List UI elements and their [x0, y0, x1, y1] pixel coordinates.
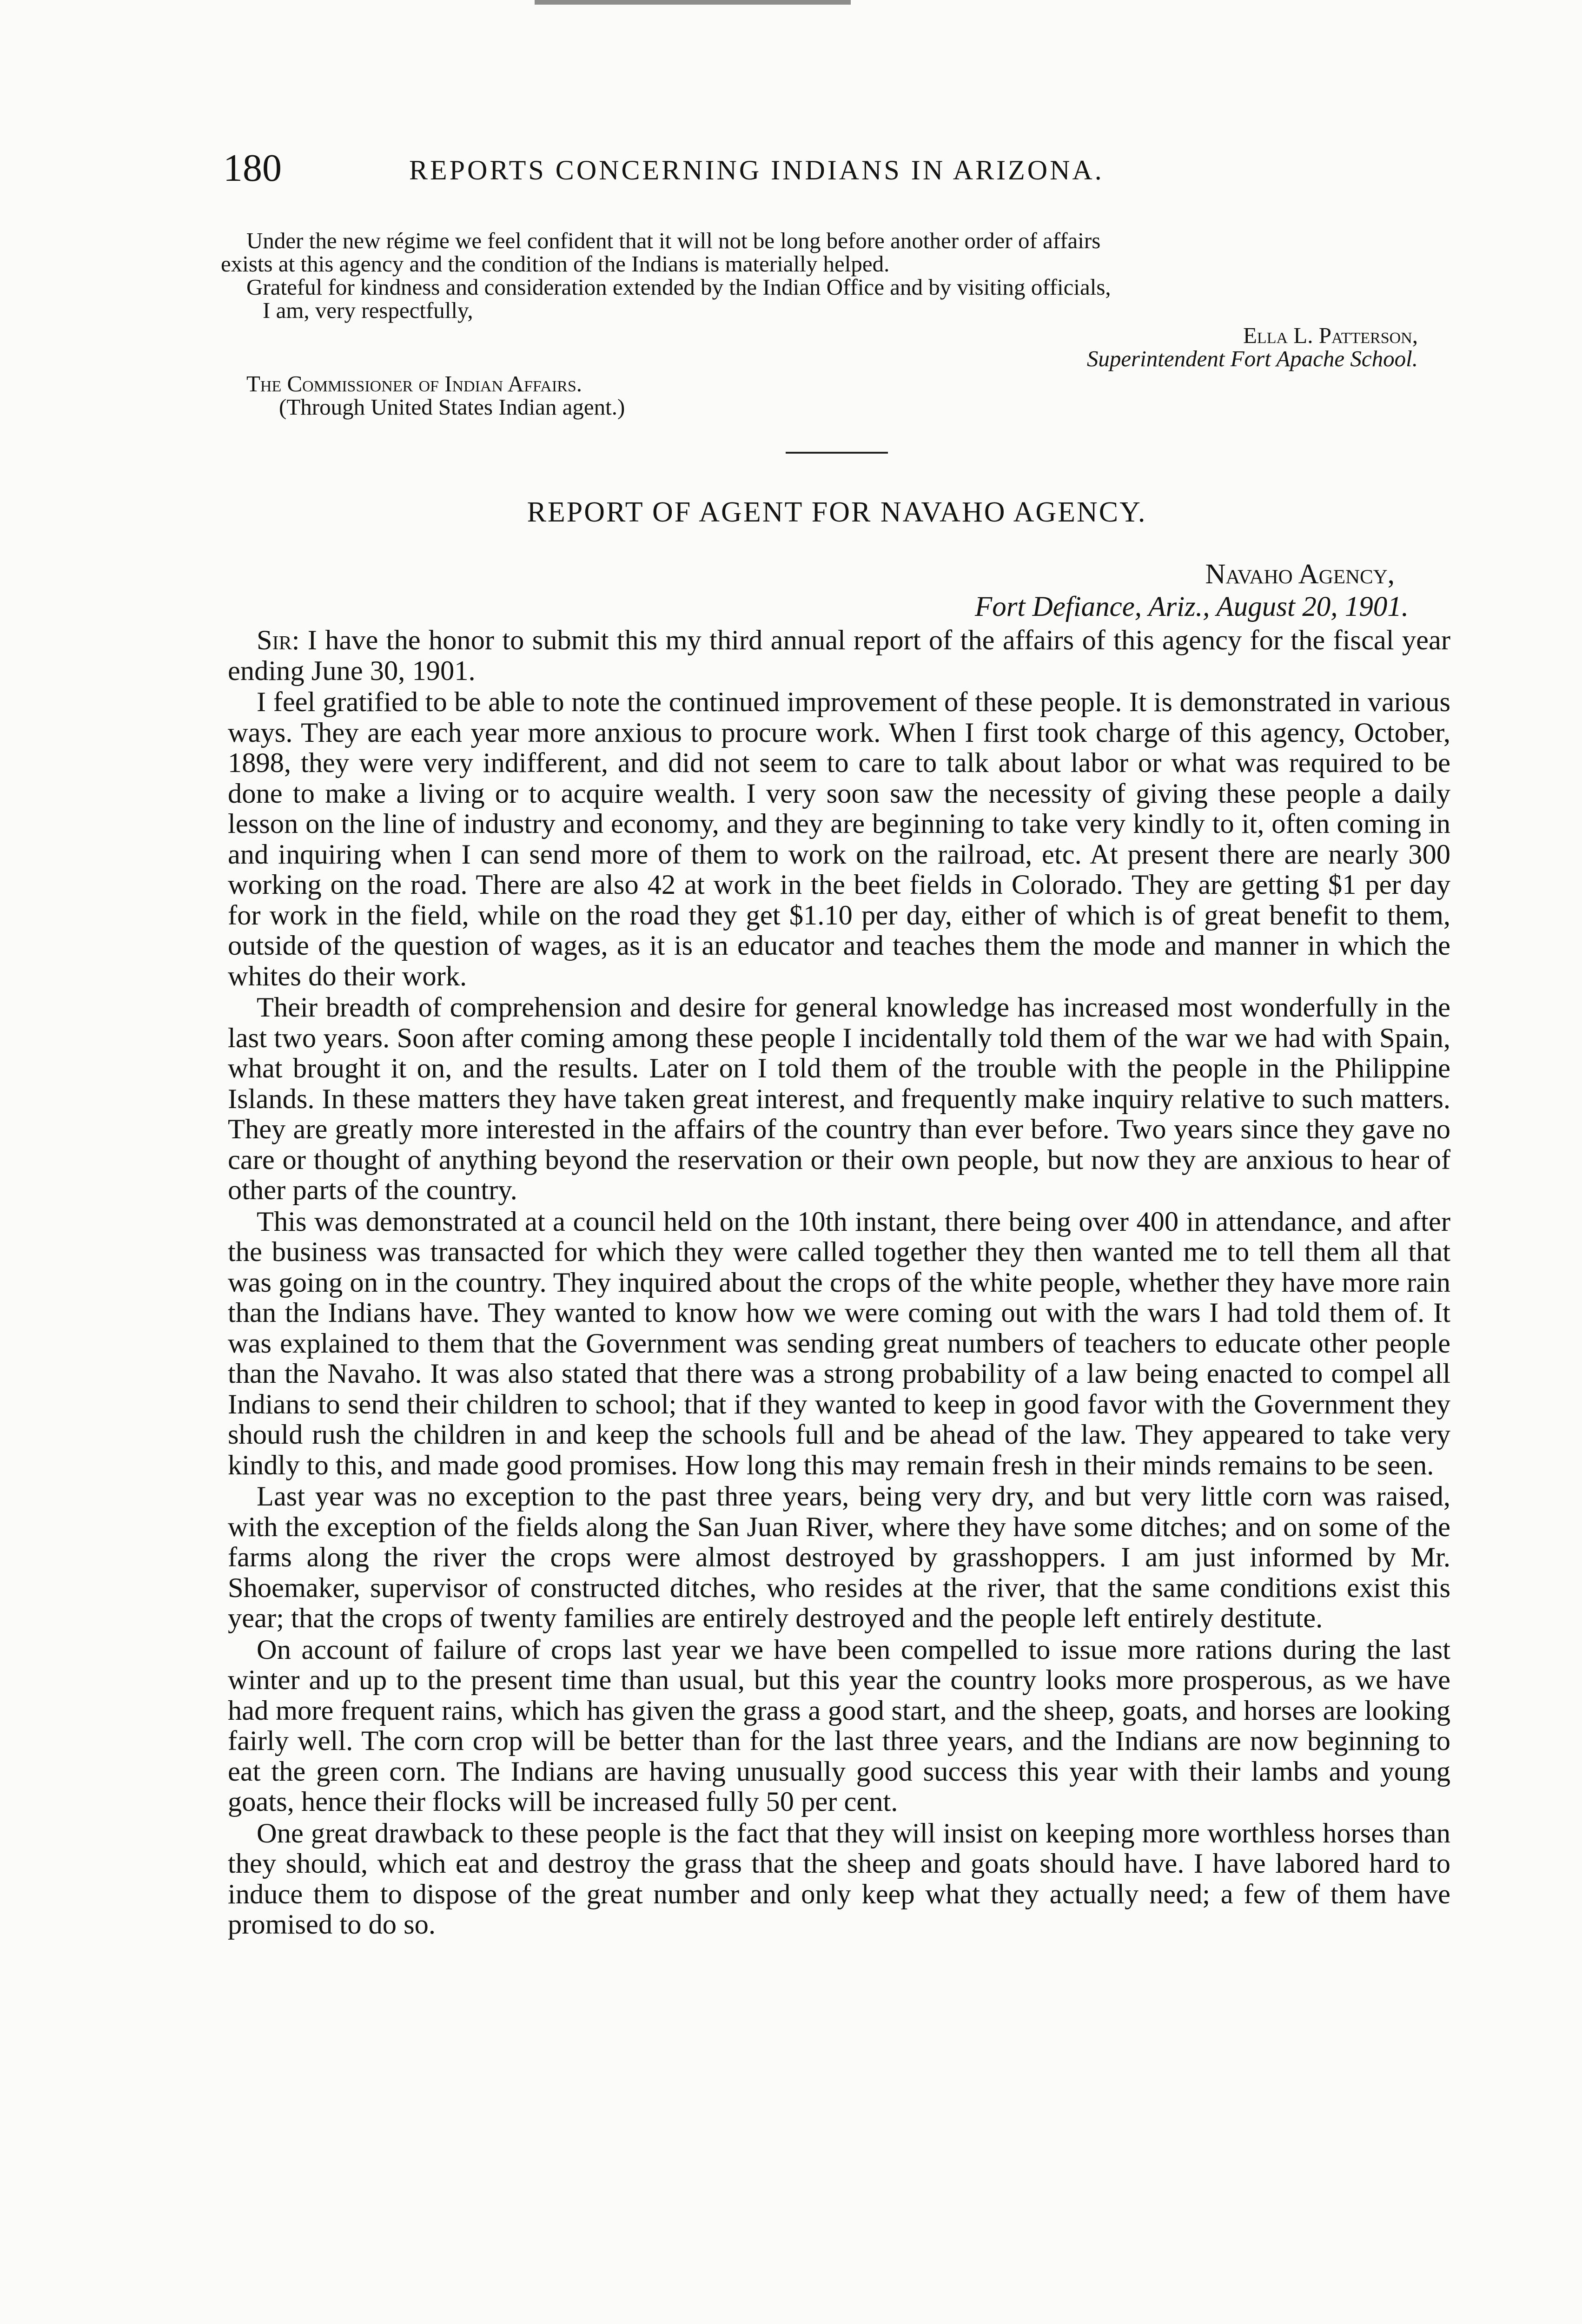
- closing-paragraph-line-1: Under the new régime we feel confident that it will not be long before another order of affairs: [246, 228, 1101, 253]
- signer-name: Ella L. Patterson,: [1243, 323, 1418, 348]
- salutation: Sir:: [257, 625, 300, 656]
- paragraph-text: One great drawback to these people is the fact that they will insist on keeping more worthless horses than they should, which eat and destroy the grass that the sheep and goats should have. I have labored hard to induce them to dispose of the great number and only keep what they actually need; a few of them have promised to do so.: [228, 1817, 1450, 1940]
- complimentary-close: I am, very respectfully,: [263, 297, 473, 323]
- paragraph-text: This was demonstrated at a council held on the 10th instant, there being over 400 in attendance, and after the business was transacted for which they were called together they then wanted me to tell them all that was going on in the country. They inquired about the crops of the white people, whether they have more rain than the Indians have. They wanted to know how we were coming out with the wars I had told them of. It was explained to them that the Government was sending great numbers of teachers to educate other people than the Navaho. It was also stated that there was a strong probability of a law being enacted to compel all Indians to send their children to school; that if they wanted to keep in good favor with the Government they should rush the children in and keep the schools full and be ahead of the law. They appeared to take very kindly to this, and made good promises. How long this may remain fresh in their minds remains to be seen.: [228, 1206, 1450, 1481]
- running-title: REPORTS CONCERNING INDIANS IN ARIZONA.: [409, 155, 1104, 185]
- paragraph-text: On account of failure of crops last year we have been compelled to issue more rations during the last winter and up to the present time than usual, but this year the country looks more prosperous, as we have had more frequent rains, which has given the grass a good start, and the sheep, goats, and horses are looking fairly well. The corn crop will be better than for the last three years, and the Indians are now beginning to eat the green corn. The Indians are having unusually good success this year with their lambs and young goats, hence their flocks will be increased fully 50 per cent.: [228, 1634, 1450, 1817]
- paragraph-text: I have the honor to submit this my third annual report of the affairs of this agency for the fiscal year ending June 30, 1901.: [228, 625, 1450, 687]
- paragraph-text: Their breadth of comprehension and desire for general knowledge has increased most wonderfully in the last two years. Soon after coming among these people I incidentally told them of the war we had with Spain, what brought it on, and the results. Later on I told them of the trouble with the people in the Philippine Islands. In these matters they have taken great interest, and frequently make inquiry relative to such matters. They are greatly more interested in the affairs of the country than ever before. Two years since they gave no care or thought of anything beyond the reservation or their own people, but now they are anxious to hear of other parts of the country.: [228, 992, 1450, 1206]
- report-title: REPORT OF AGENT FOR NAVAHO AGENCY.: [527, 496, 1147, 528]
- top-edge-rule: [535, 0, 851, 5]
- thanks-line: Grateful for kindness and consideration extended by the Indian Office and by visiting officials,: [246, 274, 1111, 300]
- signer-title: Superintendent Fort Apache School.: [1086, 346, 1418, 371]
- paragraph: [228, 1481, 1450, 1634]
- dateline-agency: Navaho Agency,: [1205, 559, 1395, 590]
- dateline-place-date: Fort Defiance, Ariz., August 20, 1901.: [974, 591, 1409, 622]
- paragraph: [228, 1635, 1450, 1817]
- paragraph: [228, 1818, 1450, 1940]
- paragraph: [228, 1207, 1450, 1481]
- paragraph: [228, 687, 1450, 991]
- closing-paragraph-line-2: exists at this agency and the condition of the Indians is materially helped.: [221, 251, 890, 277]
- paragraph-text: I feel gratified to be able to note the continued improvement of these people. It is demonstrated in various ways. They are each year more anxious to procure work. When I first took charge of this agency, October, 1898, they were very indifferent, and did not seem to care to talk about labor or what was required to be done to make a living or to acquire wealth. I very soon saw the necessity of giving these people a daily lesson on the line of industry and economy, and they are beginning to take very kindly to it, often coming in and inquiring when I can send more of them to work on the railroad, etc. At present there are nearly 300 working on the road. There are also 42 at work in the beet fields in Colorado. They are getting $1 per day for work in the field, while on the road they get $1.10 per day, either of which is of great benefit to them, outside of the question of wages, as it is an educator and teaches them the mode and manner in which the whites do their work.: [228, 687, 1450, 992]
- section-divider: [786, 452, 888, 454]
- paragraph-text: Last year was no exception to the past three years, being very dry, and but very little corn was raised, with the exception of the fields along the San Juan River, where they have some ditches; and on some of the farms along the river the crops were almost destroyed by grasshoppers. I am just informed by Mr. Shoemaker, supervisor of constructed ditches, who resides at the river, that the same conditions exist this year; that the crops of twenty families are entirely destroyed and the people left entirely destitute.: [228, 1481, 1450, 1634]
- report-body: [228, 625, 1450, 1941]
- paragraph: [228, 992, 1450, 1206]
- running-head: [223, 145, 1450, 196]
- addressee-note: (Through United States Indian agent.): [279, 394, 625, 420]
- paragraph: [228, 625, 1450, 686]
- addressee: The Commissioner of Indian Affairs.: [246, 371, 582, 396]
- page-number: 180: [223, 146, 282, 190]
